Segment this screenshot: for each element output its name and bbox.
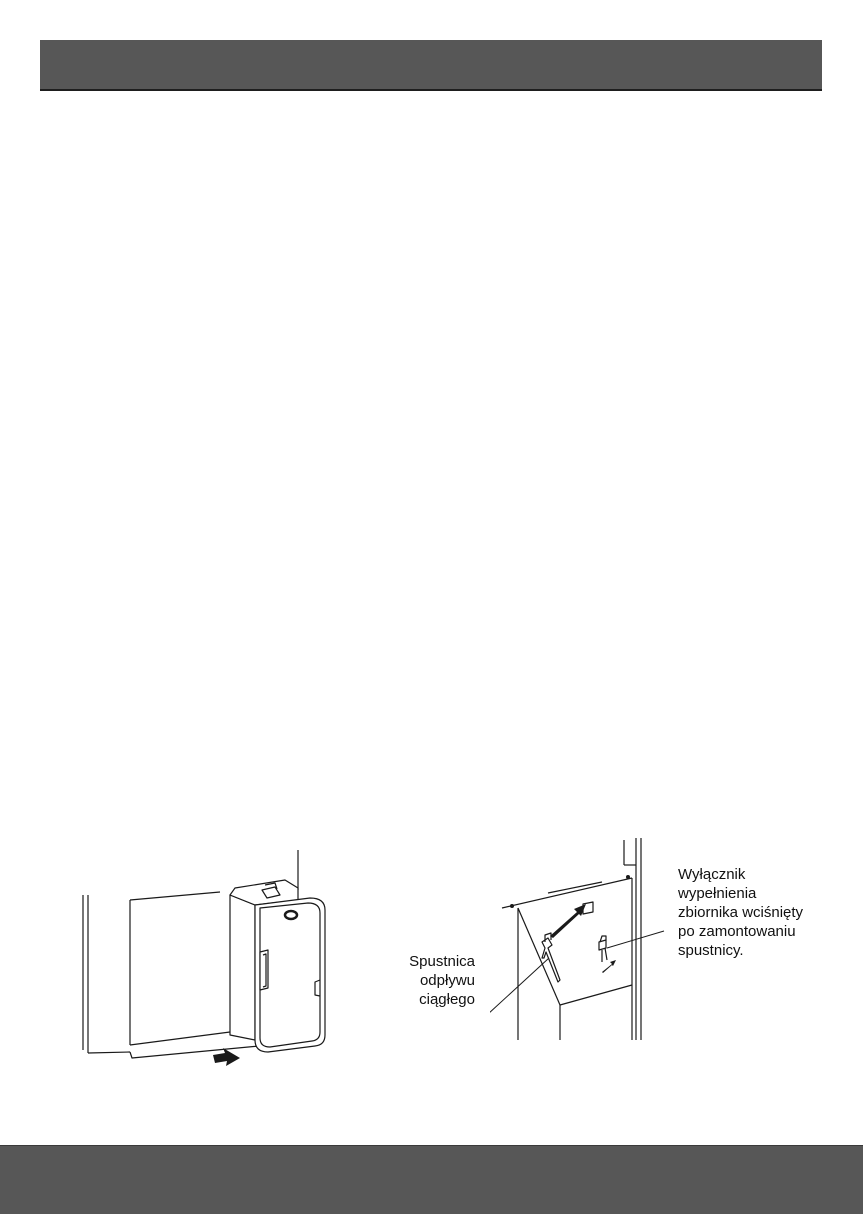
water-tank-removal-illustration (70, 840, 350, 1080)
header-bar (40, 40, 822, 91)
drain-hose-label-line-1: Spustnica (409, 953, 475, 970)
drain-hose-label (409, 952, 475, 1009)
drain-hose-label-line-3: ciągłego (419, 991, 475, 1008)
drain-hose-label-line-2: odpływu (419, 972, 475, 989)
tank-switch-label-line-3: zbiornika wciśnięty (678, 904, 804, 921)
footer-bar (0, 1145, 863, 1214)
tank-switch-label (678, 865, 803, 960)
tank-switch-label-line-4: po zamontowaniu (678, 923, 796, 940)
drain-hose-installation-illustration (490, 830, 670, 1045)
tank-switch-label-line-5: spustnicy. (678, 942, 744, 959)
tank-switch-label-line-1: Wyłącznik (678, 866, 746, 883)
tank-switch-label-line-2: wypełnienia (678, 885, 757, 902)
